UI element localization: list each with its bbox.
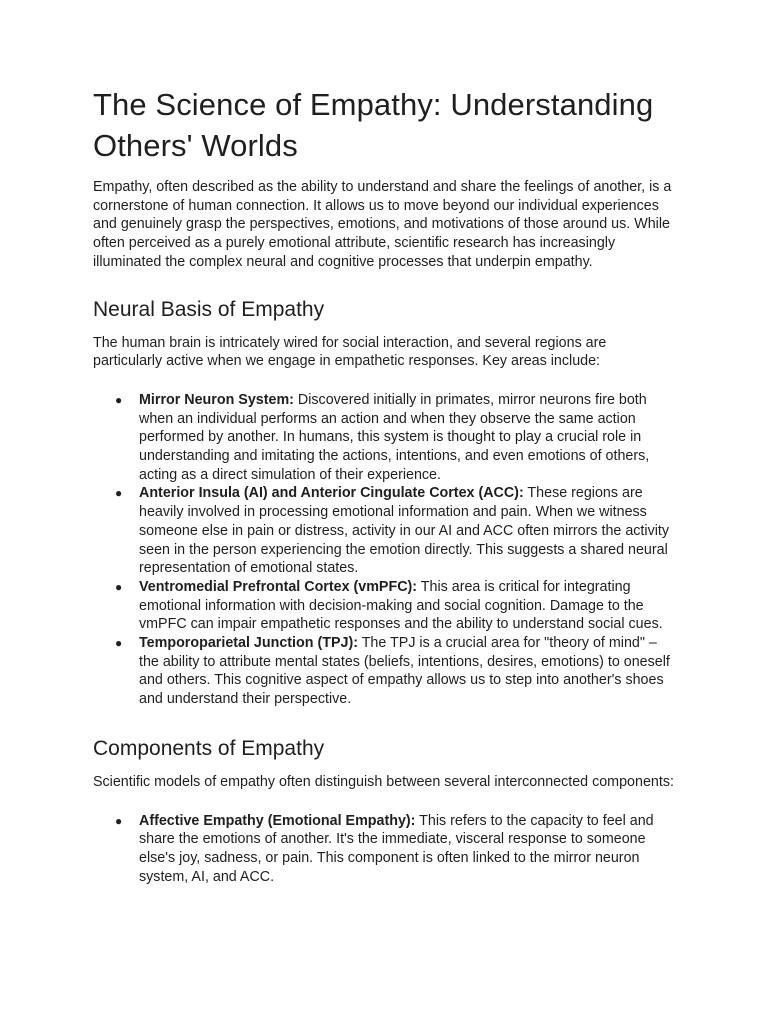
list-item <box>93 634 678 709</box>
list-item-text: The TPJ is a crucial area for "theory of mind" – the ability to attribute mental states (beliefs, intentions, desires, emotions) to oneself and others. This cognitive aspect of empathy allows us to step into another's shoes and understand their perspective. <box>139 635 670 708</box>
list-item <box>93 812 678 887</box>
list-item <box>93 484 678 578</box>
section-intro-components: Scientific models of empathy often distinguish between several interconnected components: <box>93 773 674 790</box>
intro-paragraph: Empathy, often described as the ability to understand and share the feelings of another, is a cornerstone of human connection. It allows us to move beyond our individual experiences and genuinely grasp the perspectives, emotions, and motivations of those around us. While often perceived as a purely emotional attribute, scientific research has increasingly illuminated the complex neural and cognitive processes that underpin empathy. <box>93 179 672 270</box>
list-item-text: This area is critical for integrating emotional information with decision-making and social cognition. Damage to the vmPFC can impair empathetic responses and the ability to understand social cues. <box>139 578 663 633</box>
bullet-icon: ● <box>115 636 123 651</box>
list-item-text: Discovered initially in primates, mirror neurons fire both when an individual performs an action and when they observe the same action performed by another. In humans, this system is thought to play a crucial role in understanding and imitating the actions, intentions, and even emotions of others, acting as a direct simulation of their experience. <box>139 391 650 483</box>
list-item <box>93 578 678 634</box>
section-heading-components: Components of Empathy <box>93 736 325 760</box>
list-item-text: This refers to the capacity to feel and share the emotions of another. It's the immediate, visceral response to someone else's joy, sadness, or pain. This component is often linked to the mirror neuron system, AI, and ACC. <box>139 812 654 885</box>
bullet-icon: ● <box>115 392 123 407</box>
bullet-icon: ● <box>115 813 123 828</box>
list-item-term: Ventromedial Prefrontal Cortex (vmPFC): <box>139 578 418 595</box>
section-intro-neural-basis: The human brain is intricately wired for social interaction, and several regions are particularly active when we engage in empathetic responses. Key areas include: <box>93 334 607 370</box>
bullet-icon: ● <box>115 486 123 501</box>
list-item-term: Anterior Insula (AI) and Anterior Cingulate Cortex (ACC): <box>139 485 524 502</box>
page-title: The Science of Empathy: Understanding Others' Worlds <box>93 87 654 163</box>
list-item-term: Temporoparietal Junction (TPJ): <box>139 635 358 652</box>
list-item <box>93 391 678 485</box>
components-list <box>93 812 678 887</box>
list-item-term: Mirror Neuron System: <box>139 391 294 408</box>
list-item-term: Affective Empathy (Emotional Empathy): <box>139 812 416 829</box>
neural-areas-list <box>93 391 678 709</box>
section-heading-neural-basis: Neural Basis of Empathy <box>93 297 325 321</box>
bullet-icon: ● <box>115 579 123 594</box>
list-item-text: These regions are heavily involved in processing emotional information and pain. When we witness someone else in pain or distress, activity in our AI and ACC often mirrors the activity seen in the person experiencing the emotion directly. This suggests a shared neural representation of emotional states. <box>139 485 670 577</box>
